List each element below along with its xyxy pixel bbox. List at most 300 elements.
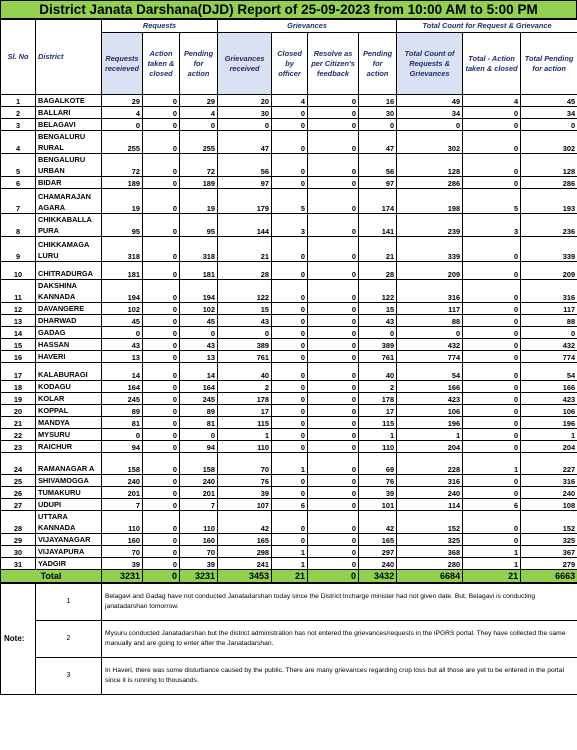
value-cell: 1 — [272, 558, 308, 570]
value-cell: 160 — [180, 534, 218, 546]
value-cell: 0 — [143, 453, 180, 475]
value-cell: 42 — [218, 511, 272, 534]
district-cell: HAVERI — [36, 351, 102, 363]
sl-no-cell: 18 — [1, 381, 36, 393]
value-cell: 70 — [180, 546, 218, 558]
district-cell: UDUPI — [36, 499, 102, 511]
value-cell: 117 — [521, 303, 577, 315]
value-cell: 761 — [218, 351, 272, 363]
value-cell: 0 — [463, 393, 521, 405]
table-row — [1, 381, 577, 393]
value-cell: 152 — [521, 511, 577, 534]
value-cell: 189 — [180, 177, 218, 189]
value-cell: 6 — [272, 499, 308, 511]
value-cell: 0 — [143, 107, 180, 119]
value-cell: 245 — [102, 393, 143, 405]
value-cell: 0 — [272, 280, 308, 303]
value-cell: 0 — [463, 417, 521, 429]
value-cell: 0 — [143, 381, 180, 393]
sl-no-cell: 23 — [1, 441, 36, 453]
value-cell: 0 — [521, 119, 577, 131]
value-cell: 0 — [463, 351, 521, 363]
value-cell: 4 — [463, 95, 521, 107]
value-cell: 49 — [397, 95, 463, 107]
value-cell: 318 — [102, 237, 143, 262]
sl-no-cell: 4 — [1, 131, 36, 154]
sl-no-cell: 16 — [1, 351, 36, 363]
table-row — [1, 405, 577, 417]
total-cell: 3231 — [180, 570, 218, 583]
value-cell: 0 — [308, 475, 359, 487]
value-cell: 209 — [521, 262, 577, 280]
value-cell: 0 — [272, 429, 308, 441]
value-cell: 0 — [180, 327, 218, 339]
value-cell: 102 — [102, 303, 143, 315]
value-cell: 0 — [463, 429, 521, 441]
value-cell: 72 — [180, 154, 218, 177]
value-cell: 0 — [308, 107, 359, 119]
value-cell: 21 — [359, 237, 397, 262]
value-cell: 141 — [359, 214, 397, 237]
sl-no-cell: 5 — [1, 154, 36, 177]
header-col: Action taken & closed — [143, 33, 180, 95]
value-cell: 19 — [102, 189, 143, 214]
value-cell: 0 — [308, 237, 359, 262]
value-cell: 88 — [521, 315, 577, 327]
value-cell: 15 — [218, 303, 272, 315]
header-grievances-group: Grievances — [218, 20, 397, 33]
district-cell: MYSURU — [36, 429, 102, 441]
sl-no-cell: 22 — [1, 429, 36, 441]
value-cell: 0 — [308, 381, 359, 393]
value-cell: 279 — [521, 558, 577, 570]
total-label: Total — [1, 570, 102, 583]
value-cell: 0 — [143, 405, 180, 417]
table-row — [1, 534, 577, 546]
value-cell: 1 — [397, 429, 463, 441]
value-cell: 0 — [143, 363, 180, 381]
sl-no-cell: 27 — [1, 499, 36, 511]
value-cell: 0 — [143, 189, 180, 214]
value-cell: 0 — [272, 405, 308, 417]
value-cell: 0 — [463, 303, 521, 315]
district-cell: BAGALKOTE — [36, 95, 102, 107]
value-cell: 16 — [359, 95, 397, 107]
note-text: In Haveri, there was some disturbance caused by the public. There are many grievances regarding crop loss but all those are yet to be entered in the portal since it is running to thousands. — [102, 658, 577, 695]
value-cell: 0 — [308, 189, 359, 214]
total-cell: 6684 — [397, 570, 463, 583]
district-cell: CHAMARAJAN AGARA — [36, 189, 102, 214]
value-cell: 0 — [143, 558, 180, 570]
table-row — [1, 546, 577, 558]
value-cell: 0 — [308, 131, 359, 154]
value-cell: 0 — [143, 393, 180, 405]
value-cell: 240 — [180, 475, 218, 487]
value-cell: 325 — [521, 534, 577, 546]
value-cell: 0 — [143, 237, 180, 262]
value-cell: 0 — [143, 131, 180, 154]
value-cell: 43 — [102, 339, 143, 351]
district-cell: UTTARA KANNADA — [36, 511, 102, 534]
value-cell: 165 — [218, 534, 272, 546]
value-cell: 0 — [308, 315, 359, 327]
value-cell: 47 — [359, 131, 397, 154]
value-cell: 54 — [397, 363, 463, 381]
district-cell: HASSAN — [36, 339, 102, 351]
value-cell: 14 — [180, 363, 218, 381]
notes-table — [0, 583, 577, 695]
value-cell: 0 — [308, 558, 359, 570]
value-cell: 318 — [180, 237, 218, 262]
district-cell: VIJAYAPURA — [36, 546, 102, 558]
total-cell: 3432 — [359, 570, 397, 583]
table-row — [1, 280, 577, 303]
district-cell: KALABURAGI — [36, 363, 102, 381]
value-cell: 0 — [143, 119, 180, 131]
value-cell: 0 — [272, 315, 308, 327]
value-cell: 0 — [308, 487, 359, 499]
value-cell: 39 — [359, 487, 397, 499]
value-cell: 122 — [218, 280, 272, 303]
value-cell: 0 — [308, 177, 359, 189]
value-cell: 0 — [463, 315, 521, 327]
value-cell: 245 — [180, 393, 218, 405]
value-cell: 20 — [218, 95, 272, 107]
value-cell: 0 — [308, 327, 359, 339]
value-cell: 1 — [272, 546, 308, 558]
value-cell: 95 — [180, 214, 218, 237]
note-number: 3 — [36, 658, 102, 695]
value-cell: 166 — [521, 381, 577, 393]
value-cell: 0 — [463, 534, 521, 546]
value-cell: 325 — [397, 534, 463, 546]
value-cell: 0 — [143, 511, 180, 534]
value-cell: 29 — [180, 95, 218, 107]
value-cell: 0 — [308, 499, 359, 511]
total-cell: 3453 — [218, 570, 272, 583]
value-cell: 45 — [180, 315, 218, 327]
total-cell: 21 — [272, 570, 308, 583]
table-row — [1, 558, 577, 570]
value-cell: 204 — [521, 441, 577, 453]
value-cell: 0 — [218, 119, 272, 131]
table-row — [1, 429, 577, 441]
district-cell: VIJAYANAGAR — [36, 534, 102, 546]
value-cell: 4 — [102, 107, 143, 119]
value-cell: 432 — [521, 339, 577, 351]
value-cell: 298 — [218, 546, 272, 558]
value-cell: 0 — [272, 363, 308, 381]
value-cell: 45 — [102, 315, 143, 327]
value-cell: 0 — [143, 417, 180, 429]
value-cell: 240 — [359, 558, 397, 570]
header-total-group: Total Count for Request & Grievance — [397, 20, 577, 33]
header-sl-no: Sl. No — [1, 20, 36, 95]
value-cell: 0 — [272, 393, 308, 405]
value-cell: 69 — [359, 453, 397, 475]
value-cell: 2 — [218, 381, 272, 393]
value-cell: 0 — [463, 119, 521, 131]
value-cell: 255 — [180, 131, 218, 154]
value-cell: 0 — [521, 327, 577, 339]
table-row — [1, 119, 577, 131]
total-cell: 0 — [143, 570, 180, 583]
header-col: Grievances received — [218, 33, 272, 95]
value-cell: 367 — [521, 546, 577, 558]
value-cell: 164 — [102, 381, 143, 393]
value-cell: 128 — [521, 154, 577, 177]
sl-no-cell: 1 — [1, 95, 36, 107]
value-cell: 94 — [102, 441, 143, 453]
value-cell: 0 — [180, 429, 218, 441]
value-cell: 0 — [180, 119, 218, 131]
value-cell: 194 — [102, 280, 143, 303]
value-cell: 193 — [521, 189, 577, 214]
value-cell: 122 — [359, 280, 397, 303]
value-cell: 0 — [308, 303, 359, 315]
value-cell: 0 — [143, 487, 180, 499]
value-cell: 0 — [218, 327, 272, 339]
value-cell: 7 — [180, 499, 218, 511]
value-cell: 56 — [359, 154, 397, 177]
table-row — [1, 339, 577, 351]
sl-no-cell: 19 — [1, 393, 36, 405]
value-cell: 97 — [359, 177, 397, 189]
value-cell: 0 — [463, 363, 521, 381]
value-cell: 0 — [272, 327, 308, 339]
sl-no-cell: 7 — [1, 189, 36, 214]
value-cell: 39 — [180, 558, 218, 570]
header-col: Total - Action taken & closed — [463, 33, 521, 95]
value-cell: 101 — [359, 499, 397, 511]
value-cell: 21 — [218, 237, 272, 262]
value-cell: 128 — [397, 154, 463, 177]
note-text: Mysuru conducted Janatadarshan but the district administration has not entered the grievances/requests in the iPGRS portal. They have collected the same manually and are going to enter after the Janatadarshan. — [102, 621, 577, 658]
value-cell: 0 — [272, 119, 308, 131]
value-cell: 241 — [218, 558, 272, 570]
value-cell: 5 — [272, 189, 308, 214]
value-cell: 117 — [397, 303, 463, 315]
value-cell: 774 — [397, 351, 463, 363]
value-cell: 181 — [180, 262, 218, 280]
value-cell: 115 — [218, 417, 272, 429]
value-cell: 0 — [308, 95, 359, 107]
value-cell: 423 — [521, 393, 577, 405]
value-cell: 110 — [102, 511, 143, 534]
value-cell: 0 — [143, 441, 180, 453]
value-cell: 0 — [272, 534, 308, 546]
value-cell: 39 — [102, 558, 143, 570]
sl-no-cell: 30 — [1, 546, 36, 558]
value-cell: 0 — [308, 546, 359, 558]
value-cell: 45 — [521, 95, 577, 107]
value-cell: 2 — [359, 381, 397, 393]
value-cell: 108 — [521, 499, 577, 511]
value-cell: 1 — [463, 558, 521, 570]
value-cell: 0 — [272, 381, 308, 393]
sl-no-cell: 26 — [1, 487, 36, 499]
value-cell: 0 — [308, 393, 359, 405]
district-cell: BENGALURU URBAN — [36, 154, 102, 177]
district-cell: MANDYA — [36, 417, 102, 429]
value-cell: 0 — [463, 177, 521, 189]
value-cell: 236 — [521, 214, 577, 237]
value-cell: 0 — [143, 315, 180, 327]
value-cell: 34 — [521, 107, 577, 119]
value-cell: 89 — [180, 405, 218, 417]
value-cell: 178 — [359, 393, 397, 405]
table-row — [1, 499, 577, 511]
value-cell: 17 — [359, 405, 397, 417]
value-cell: 0 — [308, 429, 359, 441]
value-cell: 13 — [102, 351, 143, 363]
district-cell: TUMAKURU — [36, 487, 102, 499]
value-cell: 0 — [143, 546, 180, 558]
value-cell: 201 — [102, 487, 143, 499]
table-row — [1, 154, 577, 177]
value-cell: 110 — [218, 441, 272, 453]
value-cell: 56 — [218, 154, 272, 177]
value-cell: 34 — [397, 107, 463, 119]
table-row — [1, 363, 577, 381]
value-cell: 389 — [359, 339, 397, 351]
table-row — [1, 453, 577, 475]
value-cell: 178 — [218, 393, 272, 405]
value-cell: 5 — [463, 189, 521, 214]
district-cell: RAMANAGAR A — [36, 453, 102, 475]
value-cell: 0 — [359, 327, 397, 339]
value-cell: 0 — [272, 131, 308, 154]
value-cell: 0 — [308, 339, 359, 351]
value-cell: 152 — [397, 511, 463, 534]
value-cell: 368 — [397, 546, 463, 558]
value-cell: 0 — [463, 441, 521, 453]
value-cell: 240 — [397, 487, 463, 499]
value-cell: 30 — [359, 107, 397, 119]
value-cell: 28 — [359, 262, 397, 280]
value-cell: 72 — [102, 154, 143, 177]
value-cell: 423 — [397, 393, 463, 405]
value-cell: 316 — [521, 280, 577, 303]
note-row — [1, 658, 577, 695]
value-cell: 1 — [218, 429, 272, 441]
value-cell: 15 — [359, 303, 397, 315]
value-cell: 4 — [180, 107, 218, 119]
value-cell: 0 — [272, 237, 308, 262]
value-cell: 0 — [463, 475, 521, 487]
notes-label: Note: — [1, 584, 36, 695]
value-cell: 0 — [308, 417, 359, 429]
value-cell: 389 — [218, 339, 272, 351]
value-cell: 0 — [272, 475, 308, 487]
value-cell: 0 — [397, 327, 463, 339]
value-cell: 179 — [218, 189, 272, 214]
value-cell: 0 — [463, 237, 521, 262]
sl-no-cell: 13 — [1, 315, 36, 327]
value-cell: 0 — [308, 214, 359, 237]
header-requests-group: Requests — [102, 20, 218, 33]
table-row — [1, 237, 577, 262]
value-cell: 6 — [463, 499, 521, 511]
table-row — [1, 189, 577, 214]
header-group-row — [1, 20, 577, 33]
header-district: District — [36, 20, 102, 95]
value-cell: 239 — [397, 214, 463, 237]
district-cell: YADGIR — [36, 558, 102, 570]
value-cell: 0 — [272, 441, 308, 453]
value-cell: 0 — [463, 131, 521, 154]
sl-no-cell: 15 — [1, 339, 36, 351]
value-cell: 29 — [102, 95, 143, 107]
value-cell: 0 — [272, 154, 308, 177]
value-cell: 0 — [463, 487, 521, 499]
table-row — [1, 487, 577, 499]
table-row — [1, 262, 577, 280]
sl-no-cell: 25 — [1, 475, 36, 487]
value-cell: 17 — [218, 405, 272, 417]
value-cell: 0 — [308, 119, 359, 131]
value-cell: 0 — [308, 280, 359, 303]
note-number: 1 — [36, 584, 102, 621]
value-cell: 0 — [463, 339, 521, 351]
value-cell: 7 — [102, 499, 143, 511]
district-cell: KODAGU — [36, 381, 102, 393]
value-cell: 174 — [359, 189, 397, 214]
value-cell: 302 — [521, 131, 577, 154]
value-cell: 0 — [463, 381, 521, 393]
sl-no-cell: 11 — [1, 280, 36, 303]
sl-no-cell: 2 — [1, 107, 36, 119]
district-cell: CHIKKAMAGA LURU — [36, 237, 102, 262]
value-cell: 1 — [521, 429, 577, 441]
value-cell: 3 — [463, 214, 521, 237]
value-cell: 0 — [143, 280, 180, 303]
total-cell: 21 — [463, 570, 521, 583]
table-row — [1, 351, 577, 363]
value-cell: 0 — [143, 214, 180, 237]
header-col: Pending for action — [180, 33, 218, 95]
note-row — [1, 584, 577, 621]
value-cell: 201 — [180, 487, 218, 499]
value-cell: 1 — [463, 453, 521, 475]
value-cell: 40 — [218, 363, 272, 381]
value-cell: 4 — [272, 95, 308, 107]
value-cell: 432 — [397, 339, 463, 351]
sl-no-cell: 24 — [1, 453, 36, 475]
value-cell: 160 — [102, 534, 143, 546]
value-cell: 1 — [272, 453, 308, 475]
district-cell: SHIVAMOGGA — [36, 475, 102, 487]
value-cell: 76 — [359, 475, 397, 487]
value-cell: 302 — [397, 131, 463, 154]
sl-no-cell: 9 — [1, 237, 36, 262]
table-row — [1, 95, 577, 107]
note-text: Belagavi and Gadag have not conducted Janatadarshan today since the District Incharge minister had not given date. But, Belagavi is conducting janatadarshan tomorrow. — [102, 584, 577, 621]
value-cell: 339 — [521, 237, 577, 262]
value-cell: 0 — [143, 262, 180, 280]
value-cell: 0 — [143, 499, 180, 511]
value-cell: 196 — [521, 417, 577, 429]
district-cell: CHITRADURGA — [36, 262, 102, 280]
total-cell: 3231 — [102, 570, 143, 583]
value-cell: 240 — [521, 487, 577, 499]
value-cell: 209 — [397, 262, 463, 280]
value-cell: 94 — [180, 441, 218, 453]
value-cell: 89 — [102, 405, 143, 417]
value-cell: 1 — [463, 546, 521, 558]
value-cell: 0 — [272, 177, 308, 189]
total-row — [1, 570, 577, 583]
